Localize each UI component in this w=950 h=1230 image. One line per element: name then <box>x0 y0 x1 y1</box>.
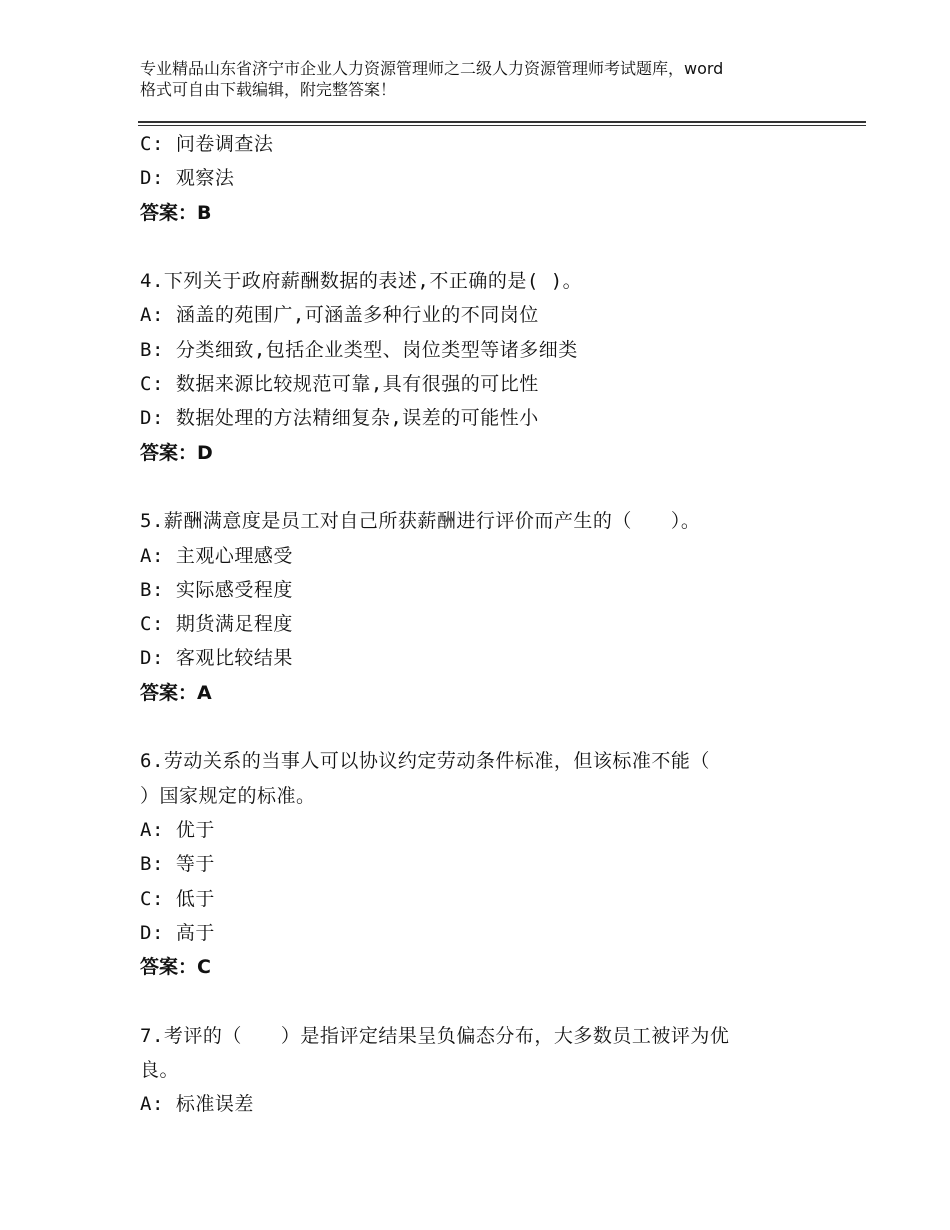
question-stem-line-2: ）国家规定的标准。 <box>140 784 316 807</box>
question-5 <box>140 504 830 710</box>
option-d: D: 客观比较结果 <box>140 647 293 670</box>
question-6 <box>140 744 830 984</box>
spacer <box>140 710 830 744</box>
question-7 <box>140 1019 830 1122</box>
spacer <box>140 984 830 1018</box>
question-stem-line-1: 6.劳动关系的当事人可以协议约定劳动条件标准，但该标准不能（ <box>140 750 710 773</box>
spacer <box>140 470 830 504</box>
question-4 <box>140 264 830 470</box>
option-b: B: 等于 <box>140 853 215 876</box>
option-a: A: 涵盖的苑围广,可涵盖多种行业的不同岗位 <box>140 304 539 327</box>
option-c: C: 问卷调查法 <box>140 133 274 155</box>
option-d: D: 观察法 <box>140 167 235 190</box>
question-stem: 4.下列关于政府薪酬数据的表述,不正确的是( )。 <box>140 270 583 293</box>
question-stem-line-2: 良。 <box>140 1059 180 1082</box>
option-b: B: 实际感受程度 <box>140 578 293 601</box>
answer-label: 答案：C <box>140 956 211 979</box>
question-3-tail <box>140 127 830 230</box>
option-a: A: 标准误差 <box>140 1093 254 1116</box>
question-stem: 5.薪酬满意度是员工对自己所获薪酬进行评价而产生的（ ）。 <box>140 510 701 533</box>
option-a: A: 主观心理感受 <box>140 544 293 567</box>
option-c: C: 数据来源比较规范可靠,具有很强的可比性 <box>140 373 539 396</box>
option-d: D: 高于 <box>140 921 215 944</box>
question-list <box>140 127 830 1122</box>
spacer <box>140 230 830 264</box>
document-header <box>140 58 840 100</box>
header-line-2: 格式可自由下载编辑，附完整答案！ <box>140 80 397 99</box>
answer-label: 答案：D <box>140 441 213 464</box>
answer-label: 答案：B <box>140 201 212 224</box>
answer-label: 答案：A <box>140 681 212 704</box>
header-line-1: 专业精品山东省济宁市企业人力资源管理师之二级人力资源管理师考试题库，word <box>140 59 724 78</box>
question-stem-line-1: 7.考评的（ ）是指评定结果呈负偏态分布，大多数员工被评为优 <box>140 1024 730 1047</box>
header-rule-thick <box>138 121 866 123</box>
option-a: A: 优于 <box>140 818 215 841</box>
option-c: C: 期货满足程度 <box>140 613 293 636</box>
option-c: C: 低于 <box>140 887 215 910</box>
option-d: D: 数据处理的方法精细复杂,误差的可能性小 <box>140 407 539 430</box>
option-b: B: 分类细致,包括企业类型、岗位类型等诸多细类 <box>140 338 578 361</box>
header-rule-thin <box>138 125 866 126</box>
